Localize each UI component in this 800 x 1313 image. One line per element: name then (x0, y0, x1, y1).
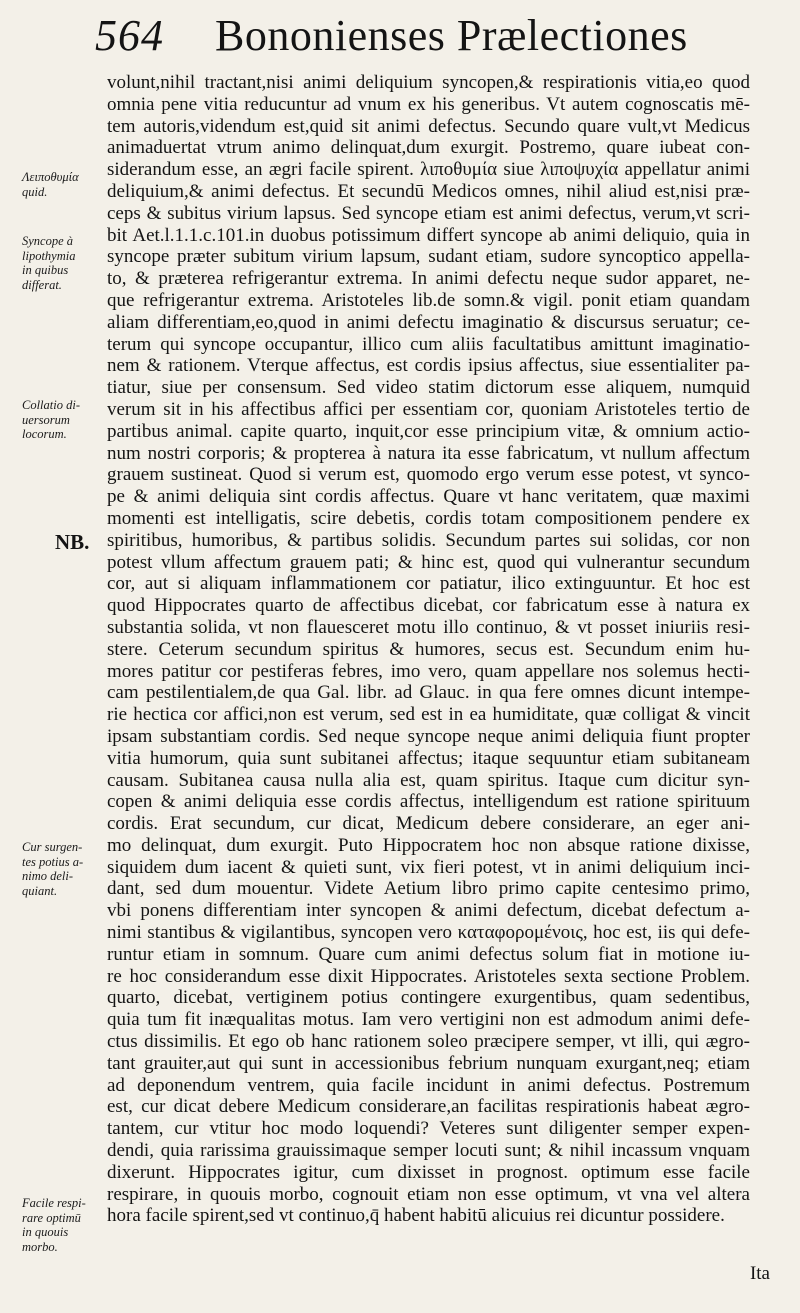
text-line: re hoc considerandum esse dixit Hippocrates. Aristoteles sexta sectione Problem. (107, 965, 750, 987)
text-line: tant grauiter,aut qui sunt in accessionibus febrium nunquam exurgant,neq; etiam (107, 1052, 750, 1074)
text-line: grauem sustineat. Quod si verum est, quomodo ergo verum esse potest, vt synco- (107, 464, 750, 486)
text-line: tem autoris,videndum est,quid sit animi defectus. Secundo quare vult,vt Medicus (107, 115, 750, 137)
text-line: stere. Ceterum secundum spiritus & humores, secus est. Secundum enim hu- (107, 638, 750, 660)
marginal-note-syncope (22, 234, 104, 292)
catchword: Ita (749, 1263, 770, 1284)
text-line: volunt,nihil tractant,nisi animi deliquium syncopen,& respirationis vitia,eo quod (107, 72, 750, 93)
text-line: mo delinquat, dum exurgit. Puto Hippocratem hoc non absque ratione dixisse, (107, 834, 750, 856)
text-line: num nostri corporis; & propterea à natura ita esse fabricatum, vt nullum affectum (107, 442, 750, 464)
text-line: copen & animi deliquia esse cordis affectus, intelligendum est ratione spirituum (107, 791, 750, 813)
text-line: hora facile spirent,sed vt continuo,q̄ habent habitū alicuius rei dicuntur possidere. (107, 1205, 725, 1227)
text-line: vitia humorum, quia sunt subitanei affectus; itaque sequuntur etiam subitaneam (107, 747, 750, 769)
body-text (107, 72, 750, 1227)
marginal-line: Syncope à (22, 234, 74, 248)
text-line: animaduertat vtrum animo delinquat,dum exurgit. Postremo, quare iubeat con- (107, 137, 750, 159)
marginal-line: Facile respi- (22, 1196, 86, 1210)
text-line: mores patitur cor pestiferas febres, imo vero, quam appellare nos solemus hecti- (107, 660, 750, 682)
marginal-line: quiant. (22, 883, 58, 898)
marginal-line: quid. (22, 184, 48, 199)
marginal-line: uersorum (22, 412, 70, 427)
text-line: verum sit in his affectibus affici per essentiam cor, quoniam Aristoteles tertio de (107, 398, 750, 420)
text-line: dixerunt. Hippocrates igitur, cum dixisset in prognost. optimum esse facile (107, 1161, 750, 1183)
marginal-line: Λειποθυμία (22, 170, 79, 184)
text-line: substantia solida, vt non flauesceret motu illo continuo, & vt posset iniuriis resi- (107, 616, 750, 638)
text-line: est, cur dicat debere Medicum considerare,an facilitas respirationis habeat ægro- (107, 1096, 750, 1118)
text-line: tantem, cur vtitur hoc modo loquendi? Veteres sunt diligenter semper expen- (107, 1118, 750, 1140)
page-number: 564 (95, 11, 164, 60)
text-line: dant, sed dum mouentur. Videte Aetium libro primo capite centesimo primo, (107, 878, 750, 900)
marginal-line: tes potius a- (22, 854, 84, 869)
marginal-line: in quouis (22, 1225, 69, 1239)
text-line: vbi ponens differentiam inter syncopen & animi defectum, dicebat defectum a- (107, 900, 750, 922)
running-title: Bononienses Prælectiones (215, 11, 688, 60)
text-line: dendi, quia rarissima grauissimaque semper locuti sunt; & nihil incassum vnquam (107, 1140, 750, 1162)
text-line: spiritibus, humoribus, & partibus solidis. Secundum partes sui solidas, cor non (107, 529, 750, 551)
text-line: bit Aet.l.1.1.c.101.in duobus potissimum differt syncope ab animi deliquio, quia in (107, 224, 750, 246)
text-line: quarto, dicebat, vertiginem potius contingere exurgentibus, quam sedentibus, (107, 987, 750, 1009)
marginal-note-lipothymia (22, 170, 104, 199)
text-line: omnia pene vitia reducuntur ad vnum ex his generibus. Vt autem cognoscatis mē- (107, 93, 750, 115)
text-line: partibus animal. capite quarto, inquit,cor esse principium vitæ, & omnium actio- (107, 420, 750, 442)
marginal-line: nimo deli- (22, 869, 74, 883)
marginal-line: lipothymia (22, 248, 76, 263)
text-line: runtur etiam in somnum. Quare cum animi defectus solum fiat in motione iu- (107, 943, 750, 965)
text-line: cor, aut si aliquam inflammationem cor patiatur, ilico extinguuntur. Et hoc est (107, 573, 750, 595)
text-line: momenti est intelligatis, scire debetis, cordis totam compositionem pendere ex (107, 507, 750, 529)
text-line: quod Hippocrates quarto de affectibus dicebat, cor fabricatum esse à natura ex (107, 595, 750, 617)
marginal-note-cur-surgentes (22, 840, 104, 898)
marginal-line: in quibus (22, 263, 69, 277)
text-line: que refrigerantur extrema. Aristoteles lib.de somn.& vigil. ponit etiam quandam (107, 289, 750, 311)
marginal-line: Cur surgen- (22, 840, 83, 854)
text-line: siderandum esse, an ægri facile spirent. λιποθυμία siue λιποψυχία appellatur animi (107, 159, 750, 181)
text-line: siquidem dum iacent & quieti sunt, vix fieri potest, vt in animi deliquium inci- (107, 856, 750, 878)
text-line: to, & præterea refrigerantur extrema. In animi defectu neque sudor apparet, ne- (107, 268, 750, 290)
text-line: quia tum fit inæqualitas motus. Iam vero vertigini non est admodum animi defe- (107, 1009, 750, 1031)
text-line: respirare, in quouis morbo, cognouit etiam non esse optimum, vt vna vel altera (107, 1183, 750, 1205)
text-line: tiatur, siue per consensum. Sed video statim dictorum esse aliquem, numquid (107, 377, 750, 399)
text-line: ceps & subitus virium lapsus. Sed syncope etiam est animi defectus, verum,vt scri- (107, 202, 750, 224)
text-line: pe & animi deliquia sint cordis affectus. Quare vt hanc veritatem, quæ maximi (107, 486, 750, 508)
text-line: aliam differentiam,eo,quod in animi defectu imaginatio & discursus seruatur; ce- (107, 311, 750, 333)
text-line: potest vllum affectum grauem pati; & hinc est, quod qui vulnerantur secundum (107, 551, 750, 573)
text-line: deliquium,& animi defectus. Et secundū Medicos omnes, nihil aliud est,nisi præ- (107, 180, 750, 202)
page-header (95, 10, 780, 70)
text-line: rie hectica cor affici,non est verum, sed est in ea humiditate, quæ colligat & vincit (107, 704, 750, 726)
marginal-note-collatio (22, 398, 104, 442)
text-line: ctus dissimilis. Et ego ob hanc rationem soleo præcipere semper, vt illi, qui ægro- (107, 1031, 750, 1053)
text-line: causam. Subitanea causa nulla alia est, quam spiritus. Itaque cum dicitur syn- (107, 769, 750, 791)
marginal-line: rare optimū (22, 1210, 81, 1225)
marginal-line: Collatio di- (22, 398, 80, 412)
marginal-line: morbo. (22, 1239, 58, 1254)
text-line: nem & rationem. Vterque affectus, est cordis ipsius affectus, siue essentialiter pa- (107, 355, 750, 377)
text-line: nimi stantibus & vigilantibus, syncopen vero καταφορομένοις, hoc est, iis qui defe- (107, 922, 750, 944)
marginal-line: differat. (22, 277, 62, 292)
text-line: ad deponendum ventrem, quia facile incidunt in animi defectus. Postremum (107, 1074, 750, 1096)
text-line: cordis. Erat secundum, cur dicat, Medicum debere considerare, an eger ani- (107, 813, 750, 835)
marginal-note-facile-respirare (22, 1196, 104, 1254)
marginal-line: locorum. (22, 427, 67, 441)
text-line: terum qui syncope occupantur, illico cum aliis facultatibus amittunt imaginatio- (107, 333, 750, 355)
text-line: syncope præter subitum virium lapsum, sudant etiam, sudore syncoptico appella- (107, 246, 750, 268)
marginal-nota-bene: NB. (55, 530, 90, 554)
text-line: cam pestilentialem,de qua Gal. libr. ad Glauc. in qua fere omnes dicunt intempe- (107, 682, 750, 704)
text-line: ipsam substantiam cordis. Sed neque syncope neque animi deliquia fiunt propter (107, 725, 750, 747)
